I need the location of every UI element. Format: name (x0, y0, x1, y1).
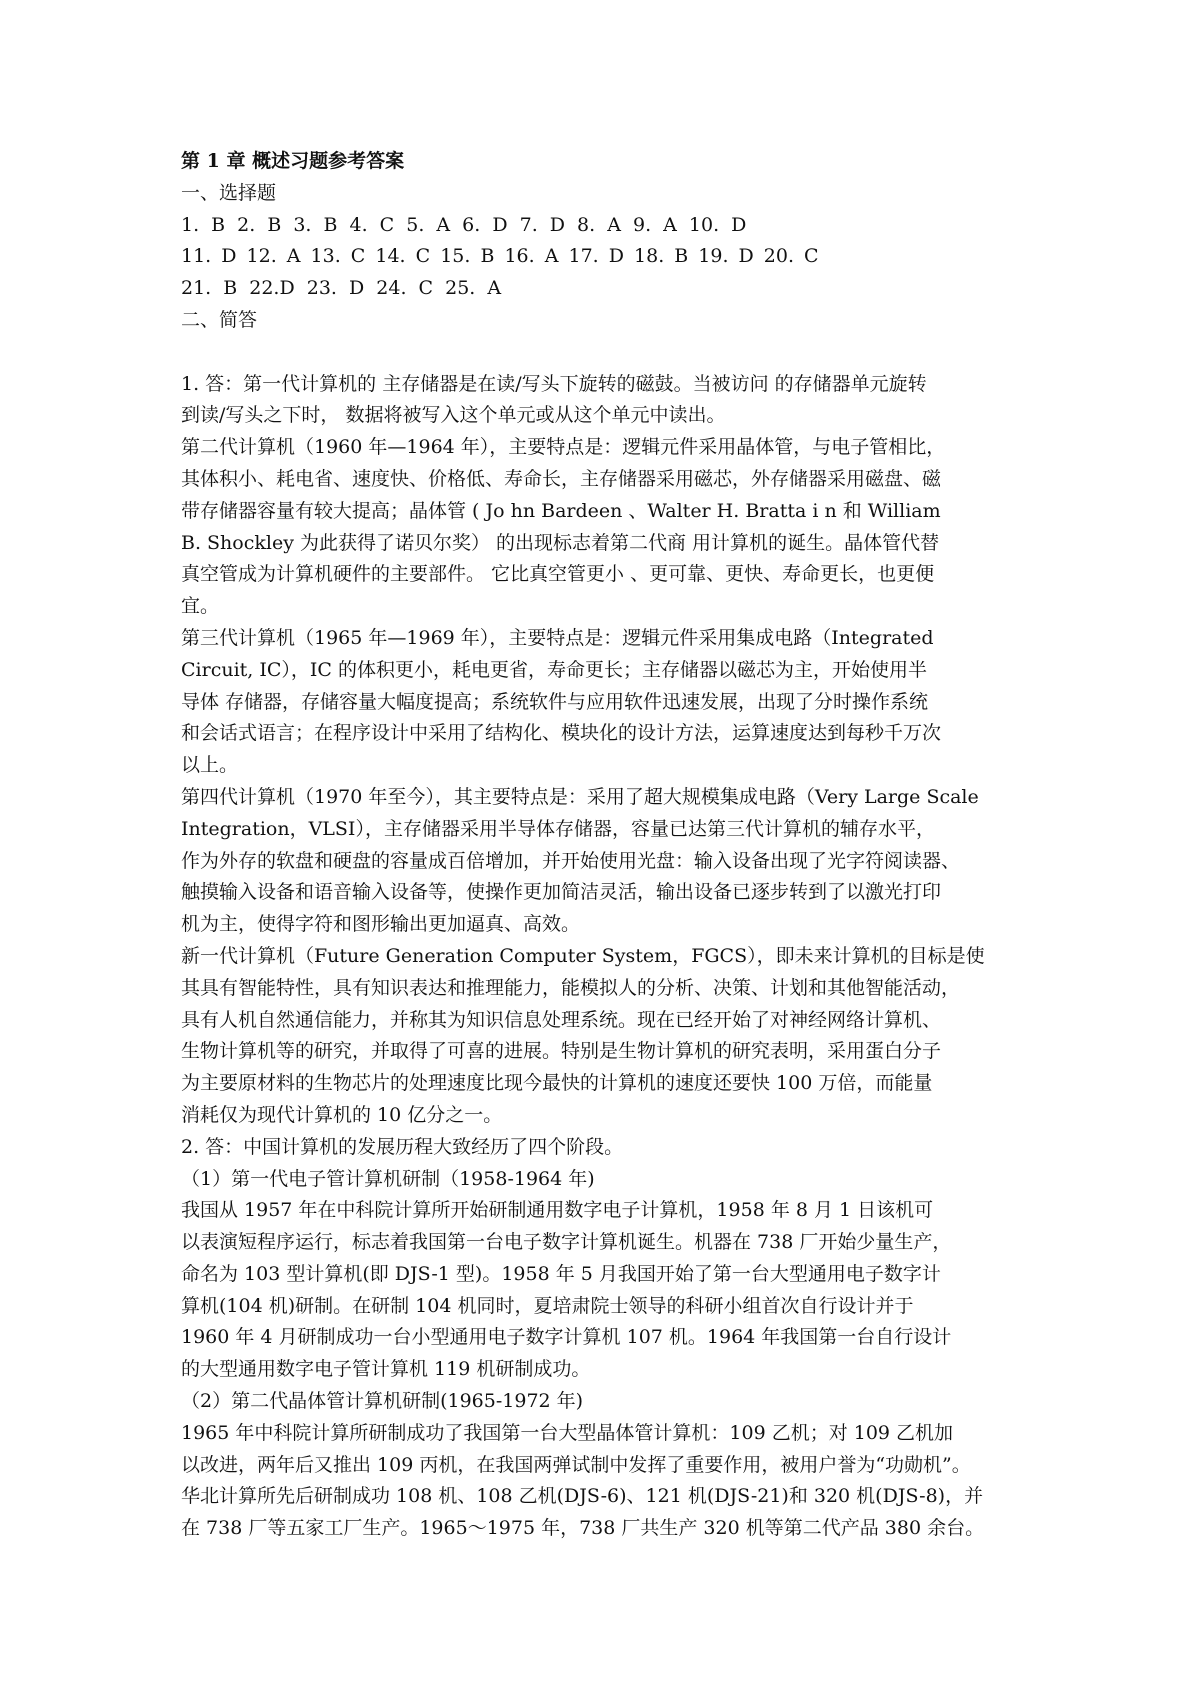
paragraph-line: 1965 年中科院计算所研制成功了我国第一台大型晶体管计算机：109 乙机；对 109 乙机加 (181, 1421, 954, 1444)
paragraph-line: （2）第二代晶体管计算机研制(1965-1972 年) (181, 1390, 584, 1413)
paragraph-line: 触摸输入设备和语音输入设备等，使操作更加简洁灵活，输出设备已逐步转到了以激光打印 (181, 881, 942, 904)
blank-line (181, 337, 1021, 369)
paragraph-line: 华北计算所先后研制成功 108 机、108 乙机(DJS-6)、121 机(DJS-21)和 320 机(DJS-8)，并 (181, 1485, 984, 1508)
paragraph-line: 消耗仅为现代计算机的 10 亿分之一。 (181, 1103, 503, 1126)
paragraph-line: 2. 答：中国计算机的发展历程大致经历了四个阶段。 (181, 1135, 624, 1158)
paragraph-line: 其具有智能特性，具有知识表达和推理能力，能模拟人的分析、决策、计划和其他智能活动， (181, 976, 961, 999)
paragraph-line: 第四代计算机（1970 年至今），其主要特点是：采用了超大规模集成电路（Very Large Scale (181, 785, 979, 808)
paragraph-line: 新一代计算机（Future Generation Computer System，FGCS），即未来计算机的目标是使 (181, 944, 985, 967)
paragraph-line: B. Shockley 为此获得了诺贝尔奖） 的出现标志着第二代商 用计算机的诞生。晶体管代替 (181, 531, 940, 554)
paragraph-line: 第二代计算机（1960 年—1964 年），主要特点是：逻辑元件采用晶体管，与电子管相比， (181, 436, 946, 459)
paragraph-line: 算机(104 机)研制。在研制 104 机同时，夏培肃院士领导的科研小组首次自行设计并于 (181, 1294, 914, 1317)
paragraph-line: 以表演短程序运行，标志着我国第一台电子数字计算机诞生。机器在 738 厂开始少量生产， (181, 1231, 952, 1254)
paragraph-line: 作为外存的软盘和硬盘的容量成百倍增加，并开始使用光盘：输入设备出现了光字符阅读器、 (181, 849, 961, 872)
paragraph-line: 1. 答：第一代计算机的 主存储器是在读/写头下旋转的磁鼓。当被访问 的存储器单元旋转 (181, 372, 927, 395)
paragraph-line: 导体 存储器，存储容量大幅度提高；系统软件与应用软件迅速发展，出现了分时操作系统 (181, 690, 929, 713)
paragraph-line: （1）第一代电子管计算机研制（1958-1964 年) (181, 1167, 595, 1190)
answer-line: 1. B 2. B 3. B 4. C 5. A 6. D 7. D 8. A 9. A 10. D (181, 213, 747, 236)
answer-line: 21. B 22.D 23. D 24. C 25. A (181, 277, 502, 300)
paragraph-line: Integration，VLSI），主存储器采用半导体存储器，容量已达第三代计算机的辅存水平， (181, 817, 935, 840)
section-heading-choice: 一、选择题 (181, 181, 277, 204)
paragraph-line: 真空管成为计算机硬件的主要部件。 它比真空管更小 、更可靠、更快、寿命更长，也更便 (181, 563, 935, 586)
paragraph-line: 具有人机自然通信能力，并称其为知识信息处理系统。现在已经开始了对神经网络计算机、 (181, 1008, 942, 1031)
paragraph-line: 生物计算机等的研究，并取得了可喜的进展。特别是生物计算机的研究表明，采用蛋白分子 (181, 1040, 942, 1063)
paragraph-line: 和会话式语言；在程序设计中采用了结构化、模块化的设计方法，运算速度达到每秒千万次 (181, 722, 942, 745)
document-page (181, 146, 1021, 1545)
paragraph-line: 我国从 1957 年在中科院计算所开始研制通用数字电子计算机，1958 年 8 月 1 日该机可 (181, 1199, 934, 1222)
paragraph-line: 为主要原材料的生物芯片的处理速度比现今最快的计算机的速度还要快 100 万倍，而能量 (181, 1072, 933, 1095)
chapter-title: 第 1 章 概述习题参考答案 (181, 150, 405, 172)
paragraph-line: 以改进，两年后又推出 109 丙机，在我国两弹试制中发挥了重要作用，被用户誉为“功勋机”。 (181, 1453, 971, 1476)
paragraph-line: 在 738 厂等五家工厂生产。1965～1975 年，738 厂共生产 320 机等第二代产品 380 余台。 (181, 1517, 985, 1540)
paragraph-line: 机为主，使得字符和图形输出更加逼真、高效。 (181, 913, 581, 936)
paragraph-line: 宜。 (181, 595, 220, 618)
paragraph-line: 其体积小、耗电省、速度快、价格低、寿命长，主存储器采用磁芯，外存储器采用磁盘、磁 (181, 467, 942, 490)
paragraph-line: Circuit, IC），IC 的体积更小，耗电更省，寿命更长；主存储器以磁芯为主，开始使用半 (181, 658, 927, 681)
paragraph-line: 以上。 (181, 754, 239, 777)
section-heading-short-answer: 二、简答 (181, 308, 258, 331)
paragraph-line: 的大型通用数字电子管计算机 119 机研制成功。 (181, 1358, 591, 1381)
paragraph-line: 命名为 103 型计算机(即 DJS-1 型)。1958 年 5 月我国开始了第一台大型通用电子数字计 (181, 1262, 941, 1285)
answer-line: 11. D 12. A 13. C 14. C 15. B 16. A 17. D 18. B 19. D 20. C (181, 245, 819, 268)
paragraph-line: 第三代计算机（1965 年—1969 年），主要特点是：逻辑元件采用集成电路（Integrated (181, 626, 934, 649)
paragraph-line: 1960 年 4 月研制成功一台小型通用电子数字计算机 107 机。1964 年我国第一台自行设计 (181, 1326, 952, 1349)
paragraph-line: 到读/写头之下时， 数据将被写入这个单元或从这个单元中读出。 (181, 404, 726, 427)
paragraph-line: 带存储器容量有较大提高；晶体管 ( Jo hn Bardeen 、Walter H. Bratta i n 和 William (181, 499, 941, 522)
